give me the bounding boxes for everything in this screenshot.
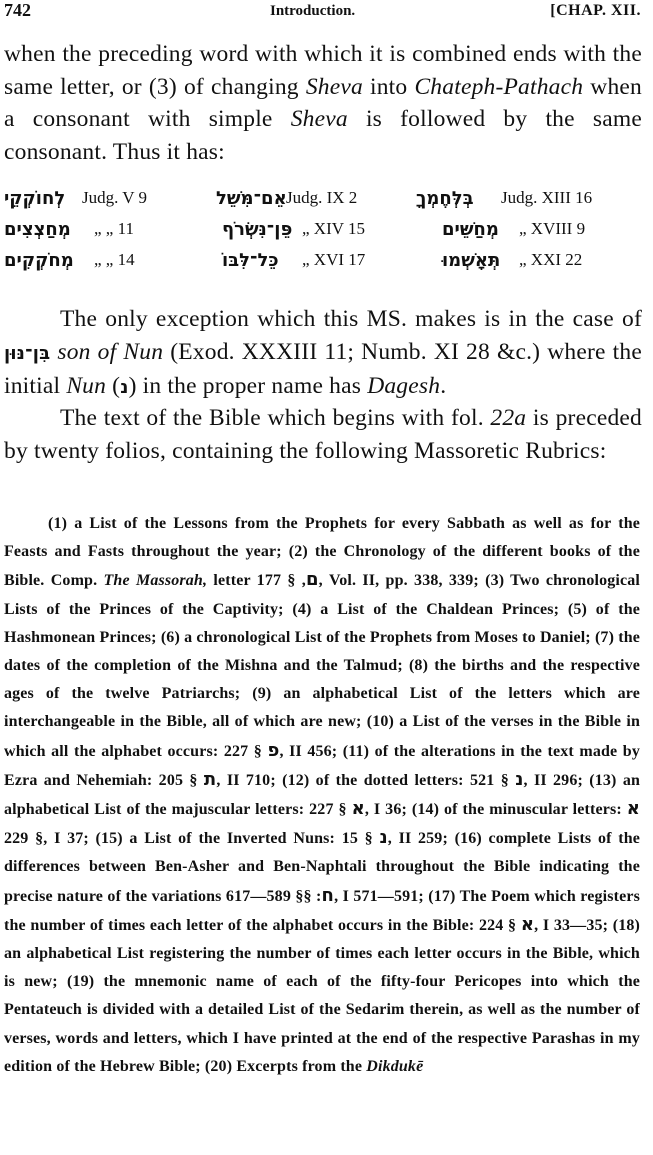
hebrew-letter: ת [203,768,217,790]
example-reference: „ XIV 15 [302,219,365,238]
chapter-marker: [CHAP. XII. [550,2,641,19]
example-hebrew: מְחֹקְקִים [4,250,74,271]
example-reference: Judg. XIII 16 [501,188,593,207]
paragraph-3 [4,402,642,467]
rubrics-text: § 227, II 456; (11) of the alterations in the text made by Ezra and Nehemiah: [4,742,640,789]
p1-text-c: when a consonant with simple [4,73,642,132]
rubrics-text: § 224, I 33—35; (18) an alphabetical List registering the number of times each letter occurs in the Bible, which is new; (19) the mnemonic name of each of the fifty-four Pericopes into which the Pentateuch is divided with a detailed List of the Sedarim therein, as well as the number of verses, words and letters, which I have printed at the end of the respective Parashas in my edition of the Hebrew Bible; (20) Excerpts from the [4,916,640,1075]
p2-nun: Nun [66,373,107,399]
dikduke-title: Dikdukē [366,1057,424,1075]
p1-sheva-1: Sheva [305,73,363,100]
hebrew-letter: ח [321,884,335,906]
example-hebrew: אֵם־מִּשֵׁל [216,188,287,209]
rubrics-text: : §§ 589—617, I 571—591; (17) The Poem which registers the number of times each letter of the alphabet occurs in the Bible: [4,887,641,934]
example-hebrew: פֵּן־נִּשְׂרֹף [222,219,293,240]
example-row [4,250,644,281]
rubrics-text: § 521, II 296; (13) an alphabetical List of the majuscular letters: [4,771,641,819]
example-hebrew: מְחַשֵּׁים [442,219,499,240]
hebrew-ben-nun: בִּן־נּוּן [4,342,51,364]
p1-text-a: when the preceding word with which it is combined ends with the same letter, or (3) of changing [4,41,642,100]
hebrew-letter: א [520,913,535,935]
example-row [4,188,644,219]
paragraph-2 [4,303,642,405]
hebrew-letter: נ [379,827,388,849]
p1-text-d: is followed by the same consonant. Thus it has: [4,106,642,165]
massorah-title: The Massorah, [103,572,208,590]
example-hebrew: תְּאָשְׁמוּ [442,250,501,271]
p2-text-c: ( [106,373,121,399]
example-reference: „ „ 11 [94,219,134,238]
p1-chateph-pathach: Chateph-Pathach [414,73,584,100]
rubrics-list [4,510,640,1081]
example-reference: Judg. V 9 [82,188,148,207]
rubrics-text: (1) a List of the Lessons from the Prophets for every Sabbath as well as for the Feasts and Fasts throughout the year; (2) the Chronology of the different books of the Bible. Comp. [4,515,640,590]
hebrew-letter: פ [267,739,280,761]
p2-son-of-nun: son of Nun [57,338,164,365]
examples-table [4,188,644,281]
p3-folio: 22a [490,405,527,431]
p1-sheva-2: Sheva [290,106,348,132]
rubrics-text: § 205, II 710; (12) of the dotted letters: [158,771,470,789]
p2-dagesh: Dagesh [367,373,441,399]
running-title: Introduction. [270,3,356,19]
rubrics-text: § 227, I 36; (14) of the minuscular letters: [309,801,627,819]
example-hebrew: כֵּל־לִּבּוֹ [222,250,279,271]
example-hebrew: בְּלְּחֶמְךָ [416,188,474,209]
rubrics-text: § 229, I 37; (15) a List of the Inverted Nuns: [4,830,342,848]
hebrew-letter: נ [515,768,524,790]
hebrew-nun-letter: נ [120,377,129,398]
example-reference: „ „ 14 [94,250,135,269]
hebrew-letter: א [351,798,365,820]
p1-text-b: into [362,73,415,100]
hebrew-letter: א [626,798,641,820]
example-reference: „ XVIII 9 [519,219,586,238]
p3-text-b: is preceded by twenty folios, containing the following Massoretic Rubrics: [4,405,643,464]
example-row [4,219,644,250]
example-reference: „ XXI 22 [519,250,583,269]
example-reference: Judg. IX 2 [286,188,358,207]
rubrics-text: , § 177, Vol. II, pp. 338, 339; (3) Two chronological Lists of the Princes of the Captivity; (4) a List of the Chaldean Princes; (5) of the Hashmonean Princes; (6) a chronological List of the Prophets from Moses to Daniel; (7) the dates of the completion of the Mishna and the Talmud; (8) the births and the respective ages of the twelve Patriarchs; (9) an alphabetical List of the letters which are interchangeable in the Bible, all of which are new; (10) a List of the verses in the Bible in which all the alphabet occurs: [4,572,640,760]
paragraph-1 [4,38,642,168]
page-header [0,0,653,28]
example-hebrew: לְחוֹקְקֵי [4,188,66,209]
p2-text-b: (Exod. XXXIII 11; Numb. XI 28 &c.) where the initial [4,338,642,399]
example-reference: „ XVI 17 [302,250,366,269]
rubrics-text: letter [207,572,257,590]
p2-text-a: The only exception which this MS. makes is in the case of [60,306,642,332]
p2-text-e: . [440,373,447,399]
hebrew-letter: ם [305,569,319,591]
rubrics-text: § 15, II 259; (16) complete Lists of the differences between Ben-Asher and Ben-Naphtali throughout the Bible indicating the precise nature of the variations [4,830,641,905]
example-hebrew: מְחַצְצִים [4,219,71,240]
p3-text-a: The text of the Bible which begins with fol. [60,405,491,431]
page-number: 742 [4,0,31,20]
p2-text-d: ) in the proper name has [128,373,368,399]
